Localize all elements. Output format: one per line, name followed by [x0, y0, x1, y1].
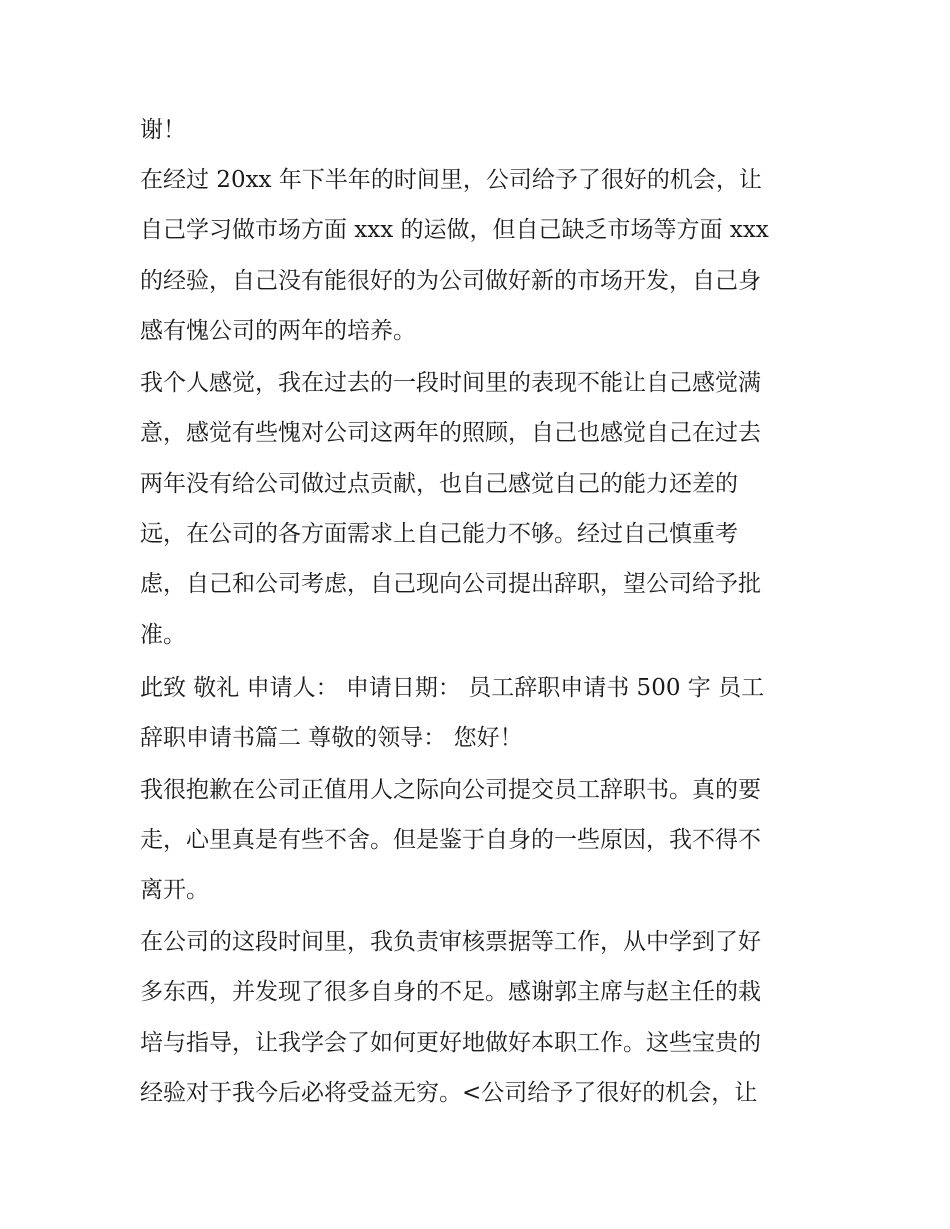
- text-line: 我很抱歉在公司正值用人之际向公司提交员工辞职书。真的要: [140, 777, 761, 803]
- text-line: 在公司的这段时间里，我负责审核票据等工作，从中学到了好: [140, 929, 761, 955]
- text-line: 自己学习做市场方面 xxx 的运做，但自己缺乏市场等方面 xxx: [140, 217, 769, 243]
- text-line: 辞职申请书篇二 尊敬的领导： 您好！: [140, 725, 523, 751]
- text-line: 远，在公司的各方面需求上自己能力不够。经过自己慎重考: [140, 521, 738, 547]
- text-line: 培与指导，让我学会了如何更好地做好本职工作。这些宝贵的: [140, 1030, 761, 1056]
- text-line: 谢！: [140, 117, 186, 143]
- text-line: 走，心里真是有些不舍。但是鉴于自身的一些原因，我不得不: [140, 827, 761, 853]
- text-line: 两年没有给公司做过点贡献，也自己感觉自己的能力还差的: [140, 471, 738, 497]
- text-line: 意，感觉有些愧对公司这两年的照顾，自己也感觉自己在过去: [140, 420, 761, 446]
- text-line: 在经过 20xx 年下半年的时间里，公司给予了很好的机会，让: [140, 167, 762, 193]
- text-line: 的经验，自己没有能很好的为公司做好新的市场开发，自己身: [140, 268, 761, 294]
- text-line: 经验对于我今后必将受益无穷。<公司给予了很好的机会，让: [140, 1080, 758, 1106]
- text-line: 虑，自己和公司考虑，自己现向公司提出辞职，望公司给予批: [140, 571, 761, 597]
- text-line: 此致 敬礼 申请人： 申请日期： 员工辞职申请书 500 字 员工: [140, 675, 765, 701]
- text-line: 离开。: [140, 877, 209, 903]
- text-line: 准。: [140, 622, 186, 648]
- text-line: 感有愧公司的两年的培养。: [140, 318, 416, 344]
- text-line: 多东西，并发现了很多自身的不足。感谢郭主席与赵主任的栽: [140, 979, 761, 1005]
- text-line: 我个人感觉，我在过去的一段时间里的表现不能让自己感觉满: [140, 370, 761, 396]
